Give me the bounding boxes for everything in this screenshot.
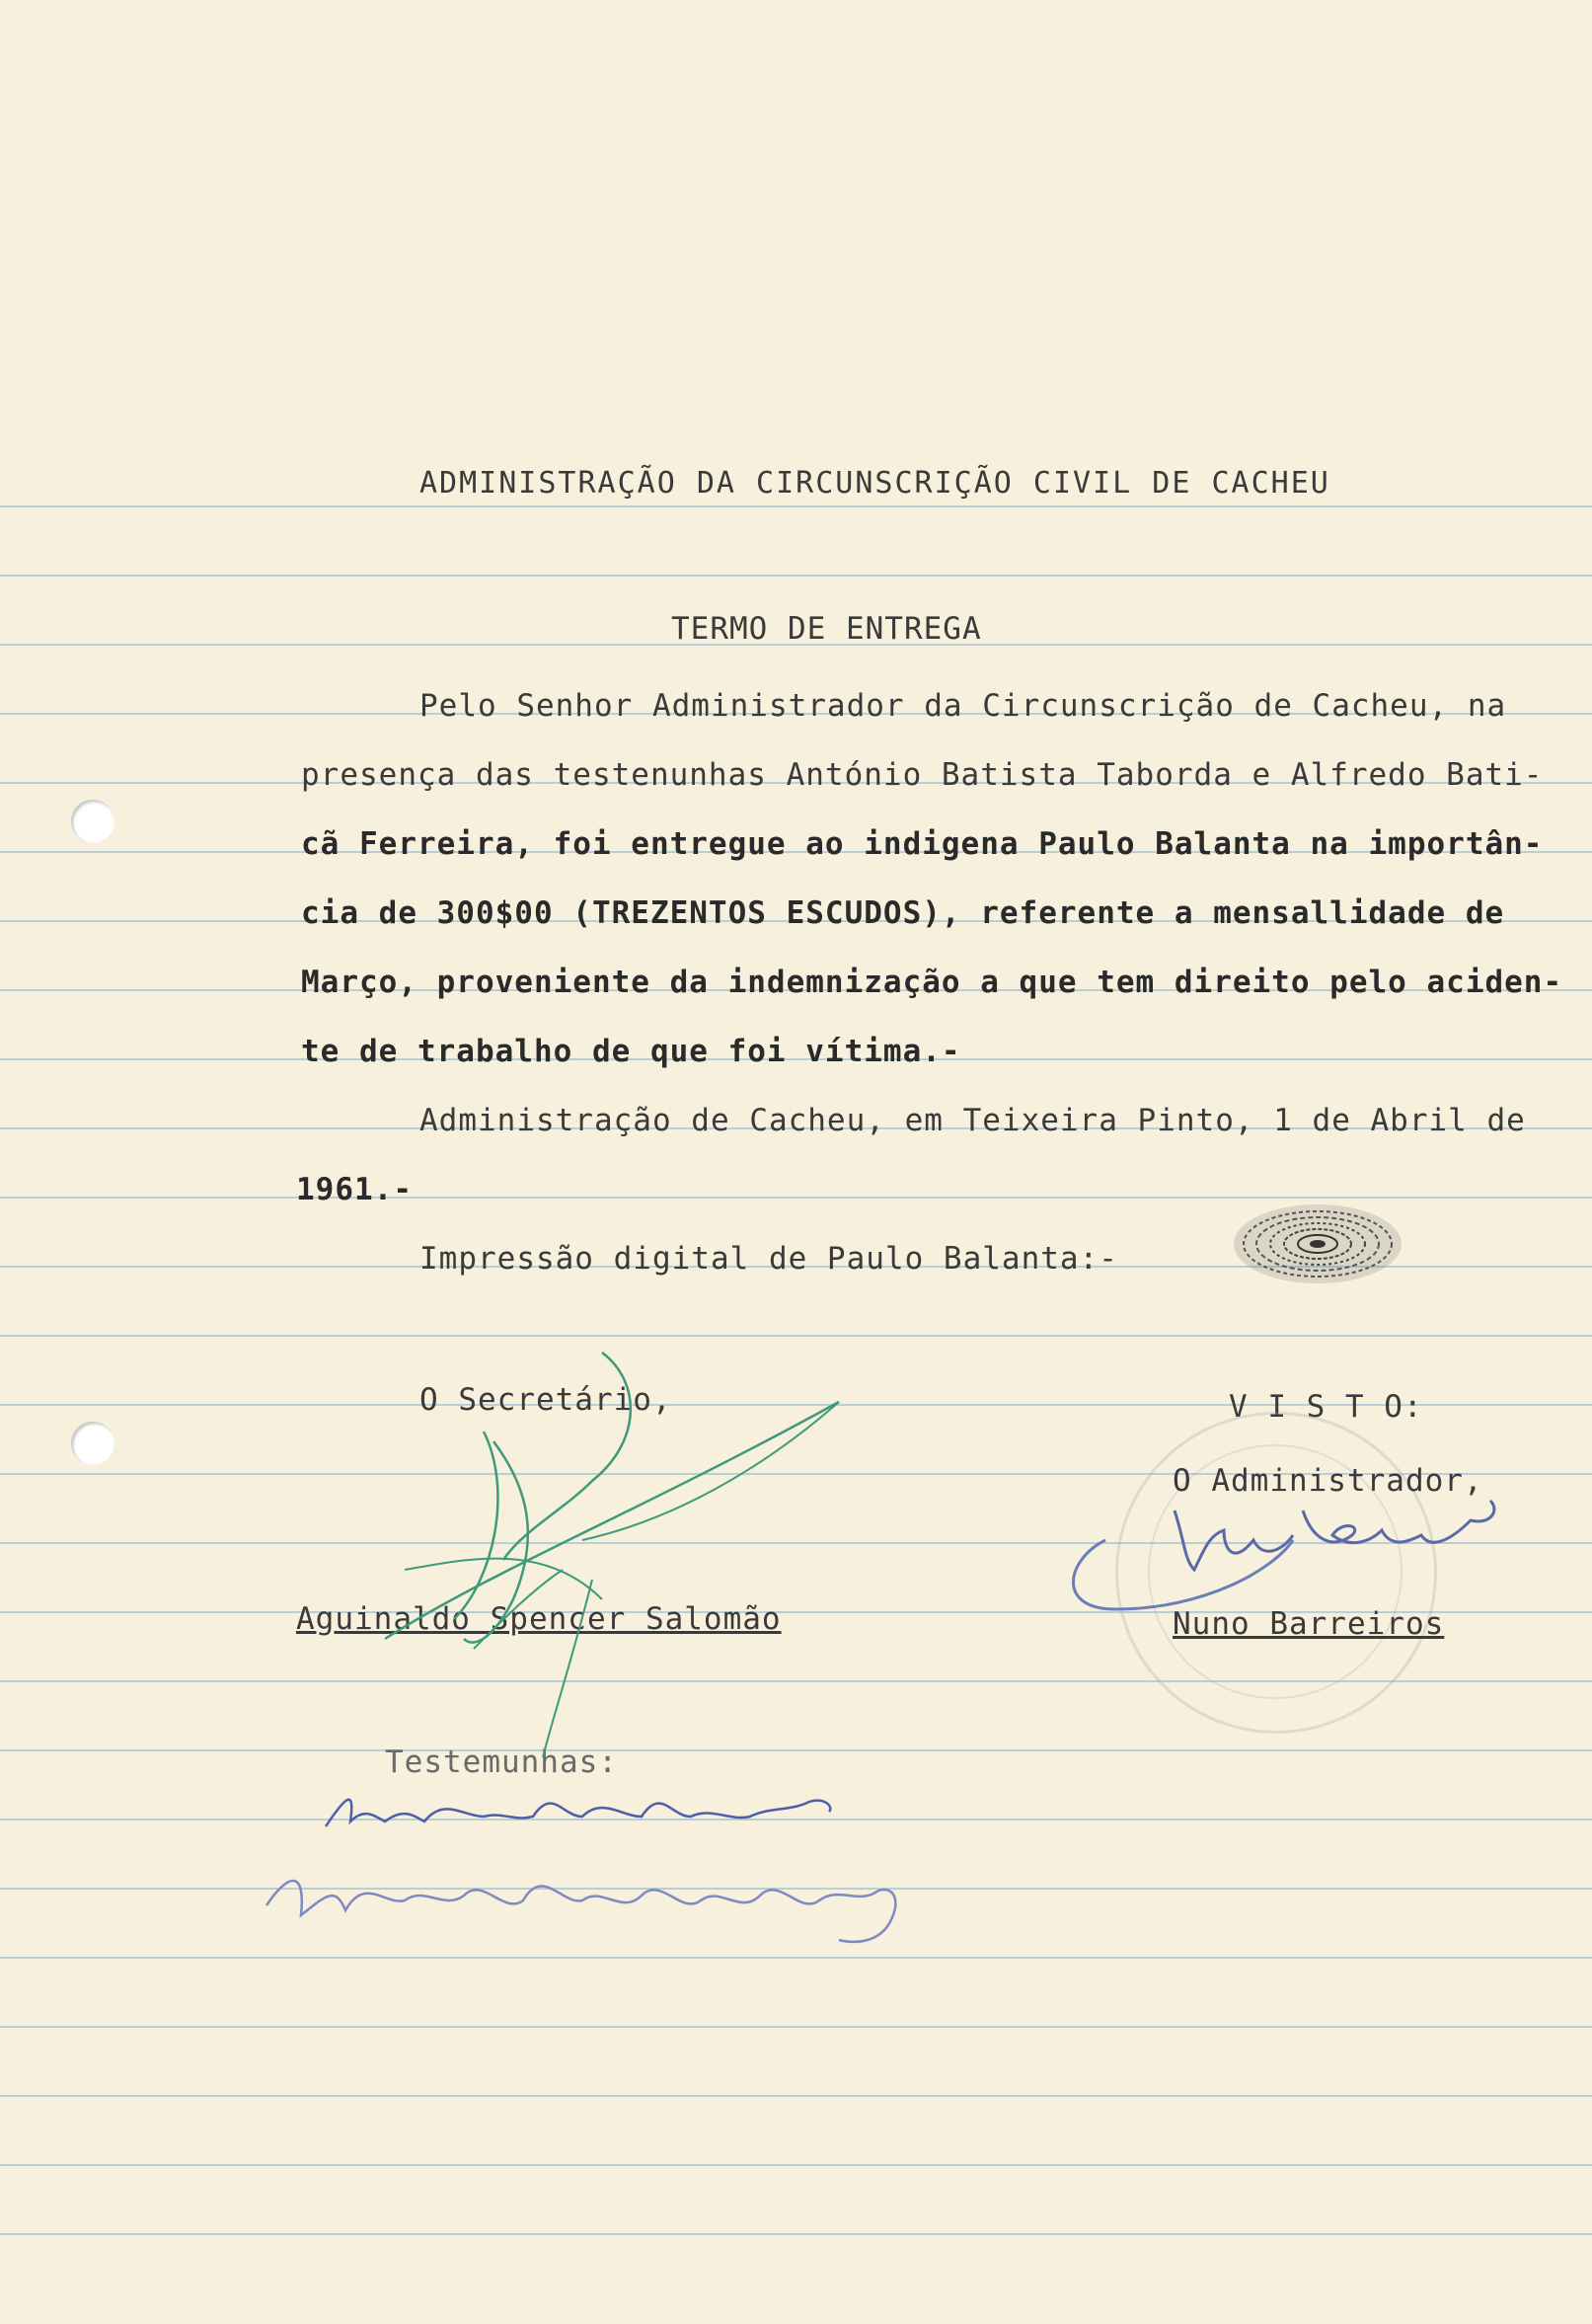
document-header: ADMINISTRAÇÃO DA CIRCUNSCRIÇÃO CIVIL DE CACHEU bbox=[419, 466, 1330, 501]
body-line-5: Março, proveniente da indemnização a que tem direito pelo aciden- bbox=[301, 965, 1563, 1000]
document-title: TERMO DE ENTREGA bbox=[671, 611, 982, 647]
body-line-2: presença das testenunhas António Batista Taborda e Alfredo Bati- bbox=[301, 757, 1544, 793]
punch-hole-top bbox=[71, 800, 114, 843]
witness-signature-2 bbox=[247, 1846, 918, 1955]
administrator-label: O Administrador, bbox=[1173, 1463, 1483, 1499]
ruled-line bbox=[0, 505, 1592, 507]
body-line-6: te de trabalho de que foi vítima.- bbox=[301, 1034, 961, 1069]
place-date-line-2: 1961.- bbox=[296, 1172, 413, 1207]
place-date-line-1: Administração de Cacheu, em Teixeira Pinto, 1 de Abril de bbox=[419, 1103, 1526, 1138]
witnesses-label: Testemunhas: bbox=[385, 1744, 618, 1780]
secretary-name: Aguinaldo Spencer Salomão bbox=[296, 1601, 782, 1637]
body-line-3: cã Ferreira, foi entregue ao indigena Paulo Balanta na importân- bbox=[301, 826, 1544, 862]
fingerprint-line: Impressão digital de Paulo Balanta:- bbox=[419, 1241, 1118, 1277]
ruled-line bbox=[0, 2164, 1592, 2166]
fingerprint-mark bbox=[1229, 1195, 1406, 1293]
body-line-1: Pelo Senhor Administrador da Circunscrição de Cacheu, na bbox=[419, 688, 1507, 724]
ruled-line bbox=[0, 575, 1592, 577]
ruled-line bbox=[0, 2095, 1592, 2097]
ruled-line bbox=[0, 2026, 1592, 2028]
ruled-line bbox=[0, 2233, 1592, 2235]
administrator-signature bbox=[1036, 1481, 1510, 1629]
ruled-line bbox=[0, 1957, 1592, 1959]
body-line-4: cia de 300$00 (TREZENTOS ESCUDOS), referente a mensallidade de bbox=[301, 895, 1505, 931]
punch-hole-bottom bbox=[71, 1422, 114, 1465]
secretary-signature bbox=[345, 1343, 859, 1757]
administrator-name: Nuno Barreiros bbox=[1173, 1606, 1445, 1642]
witness-signature-1 bbox=[316, 1777, 849, 1856]
ruled-line bbox=[0, 1335, 1592, 1337]
visto-label: V I S T O: bbox=[1229, 1389, 1423, 1425]
secretary-label: O Secretário, bbox=[419, 1382, 672, 1418]
